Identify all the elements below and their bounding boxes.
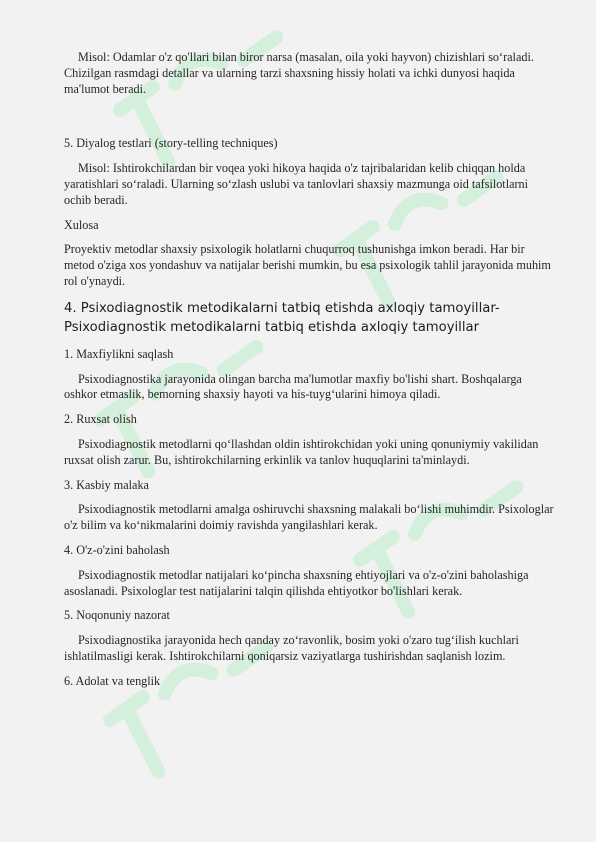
section-heading: 5. Diyalog testlari (story-telling techniques)	[64, 136, 278, 151]
document-body	[64, 50, 558, 699]
section-heading: 5. Noqonuniy nazorat	[64, 608, 170, 623]
paragraph: Psixodiagnostik metodlarni amalga oshiruvchi shaxsning malakali bo‘lishi muhimdir. Psixologlar o'z bilim va ko‘nikmalarini doimiy ravishda yangilashlari kerak.	[64, 502, 554, 533]
chapter-heading: 4. Psixodiagnostik metodikalarni tatbiq etishda axloqiy tamoyillar-Psixodiagnostik metodikalarni tatbiq etishda axloqiy tamoyillar	[64, 300, 500, 335]
section-heading: Xulosa	[64, 217, 99, 232]
section-heading: 6. Adolat va tenglik	[64, 673, 161, 688]
paragraph: Psixodiagnostika jarayonida hech qanday zo‘ravonlik, bosim yoki o'zaro tug‘ilish kuchlari ishlatilmasligi kerak. Ishtirokchilarni qoniqarsiz vaziyatlarga tushirishdan saqlanish lozim.	[64, 633, 519, 663]
paragraph: Proyektiv metodlar shaxsiy psixologik holatlarni chuqurroq tushunishga imkon beradi. Har bir metod o'ziga xos yondashuv va natijalar berishi mumkin, bu esa psixologik tahlil jarayonida muhim rol o'ynaydi.	[64, 242, 551, 288]
paragraph: Misol: Odamlar o'z qo'llari bilan biror narsa (masalan, oila yoki hayvon) chizishlari so‘raladi. Chizilgan rasmdagi detallar va ularning tarzi shaxsning hissiy holati va ichki dunyosi haqida ma'lumot beradi.	[64, 50, 534, 96]
paragraph: Psixodiagnostik metodlarni qo‘llashdan oldin ishtirokchidan yoki uning qonuniymiy vakilidan ruxsat olish zarur. Bu, ishtirokchilarning erkinlik va tanlov huquqlarini ta'minlaydi.	[64, 436, 539, 467]
section-heading: 1. Maxfiylikni saqlash	[64, 346, 174, 361]
paragraph: Psixodiagnostik metodlar natijalari ko‘pincha shaxsning ehtiyojlari va o'z-o'zini baholashiga asoslanadi. Psixologlar test natijalarini talqin qilishda ehtiyotkor bo'lishlari kerak.	[64, 567, 529, 598]
section-spacer	[64, 106, 558, 136]
section-heading: 2. Ruxsat olish	[64, 412, 137, 427]
paragraph: Misol: Ishtirokchilardan bir voqea yoki hikoya haqida o'z tajribalaridan kelib chiqqan holda yaratishlari so‘raladi. Ularning so‘zlash uslubi va tanlovlari shaxsiy mazmunga oid tafsilotlarni ochib beradi.	[64, 161, 529, 207]
section-heading: 4. O'z-o'zini baholash	[64, 542, 170, 557]
section-heading: 3. Kasbiy malaka	[64, 477, 149, 492]
paragraph: Psixodiagnostika jarayonida olingan barcha ma'lumotlar maxfiy bo'lishi shart. Boshqalarga oshkor etmaslik, bemorning shaxsiy hayoti va his-tuyg‘ularini himoya qiladi.	[64, 371, 522, 402]
